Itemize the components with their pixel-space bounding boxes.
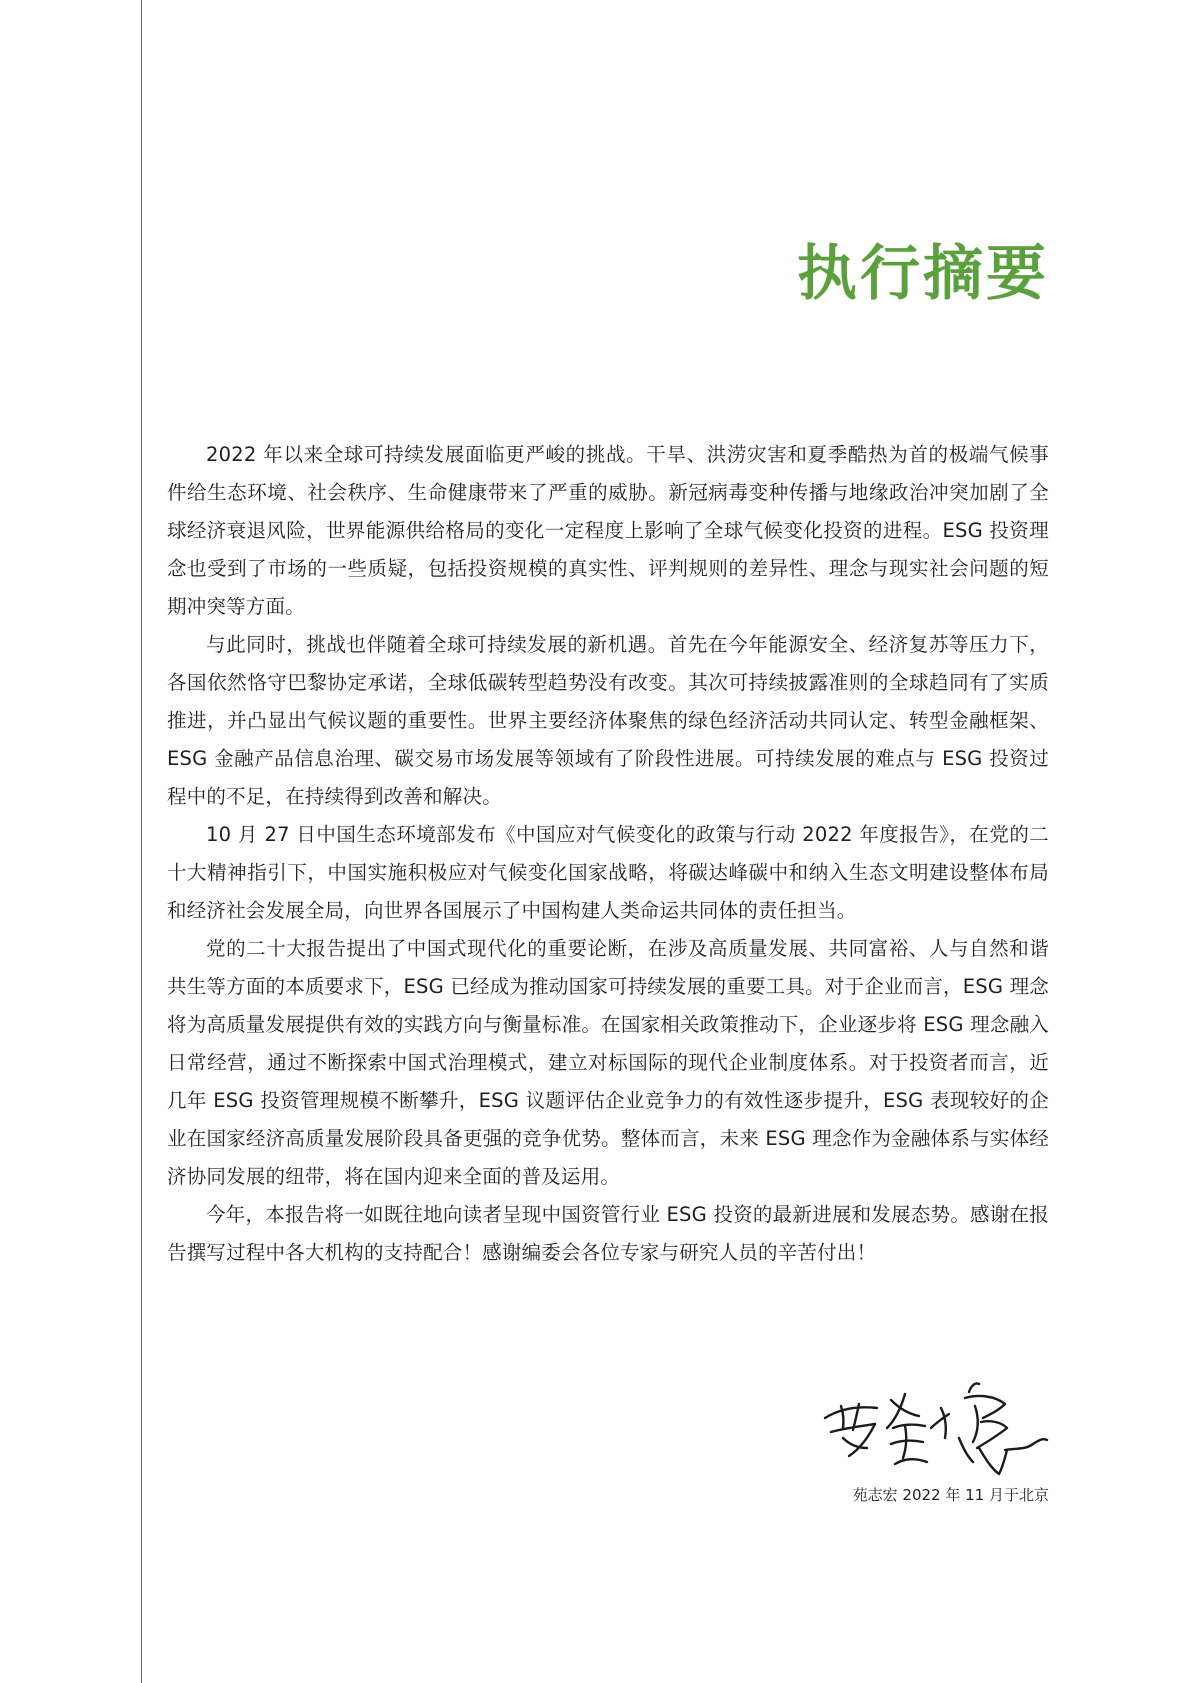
handwritten-signature bbox=[819, 1378, 1049, 1478]
summary-body bbox=[167, 436, 1049, 1272]
paragraph-5: 今年，本报告将一如既往地向读者呈现中国资管行业 ESG 投资的最新进展和发展态势。感谢在报告撰写过程中各大机构的支持配合！感谢编委会各位专家与研究人员的辛苦付出！ bbox=[167, 1203, 1049, 1264]
paragraph-4: 党的二十大报告提出了中国式现代化的重要论断，在涉及高质量发展、共同富裕、人与自然和谐共生等方面的本质要求下，ESG 已经成为推动国家可持续发展的重要工具。对于企业而言，ESG 理念将为高质量发展提供有效的实践方向与衡量标准。在国家相关政策推动下，企业逐步将 ESG 理念融入日常经营，通过不断探索中国式治理模式，建立对标国际的现代企业制度体系。对于投资者而言，近几年 ESG 投资管理规模不断攀升，ESG 议题评估企业竞争力的有效性逐步提升，ESG 表现较好的企业在国家经济高质量发展阶段具备更强的竞争优势。整体而言，未来 ESG 理念作为金融体系与实体经济协同发展的纽带，将在国内迎来全面的普及运用。 bbox=[167, 937, 1049, 1188]
signature-caption: 苑志宏 2022 年 11 月于北京 bbox=[852, 1486, 1049, 1504]
paragraph-3: 10 月 27 日中国生态环境部发布《中国应对气候变化的政策与行动 2022 年度报告》，在党的二十大精神指引下，中国实施积极应对气候变化国家战略，将碳达峰碳中和纳入生态文明建设整体布局和经济社会发展全局，向世界各国展示了中国构建人类命运共同体的责任担当。 bbox=[167, 823, 1049, 922]
paragraph-2: 与此同时，挑战也伴随着全球可持续发展的新机遇。首先在今年能源安全、经济复苏等压力下，各国依然恪守巴黎协定承诺，全球低碳转型趋势没有改变。其次可持续披露准则的全球趋同有了实质推进，并凸显出气候议题的重要性。世界主要经济体聚焦的绿色经济活动共同认定、转型金融框架、ESG 金融产品信息治理、碳交易市场发展等领域有了阶段性进展。可持续发展的难点与 ESG 投资过程中的不足，在持续得到改善和解决。 bbox=[167, 633, 1049, 808]
binding-rule bbox=[141, 0, 142, 1683]
signature-image bbox=[819, 1378, 1049, 1478]
page-title: 执行摘要 bbox=[797, 239, 1049, 309]
paragraph-1: 2022 年以来全球可持续发展面临更严峻的挑战。干旱、洪涝灾害和夏季酷热为首的极端气候事件给生态环境、社会秩序、生命健康带来了严重的威胁。新冠病毒变种传播与地缘政治冲突加剧了全球经济衰退风险，世界能源供给格局的变化一定程度上影响了全球气候变化投资的进程。ESG 投资理念也受到了市场的一些质疑，包括投资规模的真实性、评判规则的差异性、理念与现实社会问题的短期冲突等方面。 bbox=[167, 443, 1049, 618]
